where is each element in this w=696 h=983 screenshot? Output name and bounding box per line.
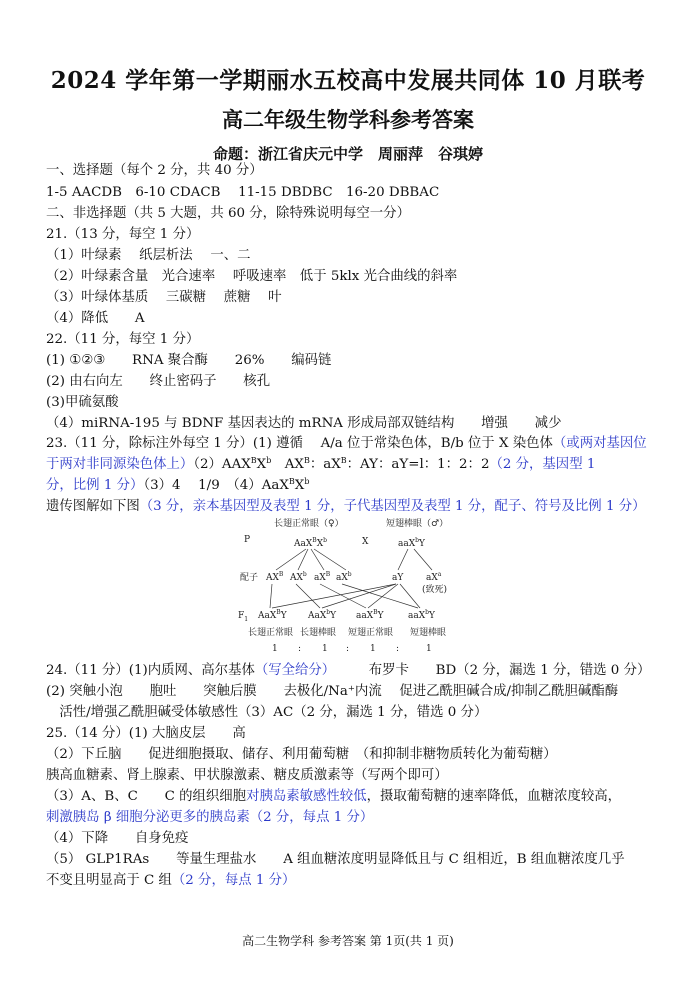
ratio-4: 1 bbox=[426, 644, 432, 654]
gamete-4: $aX^b$ bbox=[336, 571, 352, 583]
q23-line2: 于两对非同源染色体上）$(2)AAX^BX^b$ $AX^B$：$aX^B$：AY：aY=l：1：2：2（2 分，基因型 1 bbox=[46, 456, 596, 472]
offspring-2: AaX$^b$Y bbox=[308, 609, 337, 621]
q25-line3: 胰高血糖素、肾上腺素、甲状腺激素、糖皮质激素等（写两个即可） bbox=[46, 768, 448, 783]
q21-line3: （3）叶绿体基质 三碳糖 蔗糖 叶 bbox=[46, 290, 282, 305]
male-genotype: aaX$^b$Y bbox=[398, 537, 425, 549]
female-genotype: $AaX^BX^b$ bbox=[294, 537, 327, 549]
q22-line1: (1) ①②③ RNA 聚合酶 26% 编码链 bbox=[46, 353, 332, 368]
q25-line6: （4）下降 自身免疫 bbox=[46, 831, 189, 846]
choice-answers: 1-5 AACDB 6-10 CDACB 11-15 DBDBC 16-20 DBBAC bbox=[46, 185, 440, 200]
ratio-3: 1 bbox=[370, 644, 376, 654]
q24-line2: (2) 突触小泡 胞吐 突触后膜 去极化/Na⁺内流 促进乙酰胆碱合成/抑制乙酰胆碱酯酶 bbox=[46, 684, 619, 699]
lethal-note: (致死) bbox=[422, 585, 448, 595]
exam-title: 2024 学年第一学期丽水五校高中发展共同体 10 月联考 bbox=[50, 67, 646, 94]
cross-symbol: X bbox=[362, 537, 369, 547]
phenotype-1: 长翅正常眼 bbox=[248, 628, 294, 638]
section2-heading: 二、非选择题（共 5 大题，共 60 分，除特殊说明每空一分） bbox=[46, 206, 410, 221]
ratio-sep-2: : bbox=[346, 644, 350, 654]
q24-line1: 24.（11 分）(1)内质网、高尔基体（写全给分） 布罗卡 BD（2 分，漏选 1 分，错选 0 分） bbox=[46, 663, 651, 678]
phenotype-4: 短翅棒眼 bbox=[410, 628, 447, 638]
offspring-3: aaX$^B$Y bbox=[356, 609, 384, 621]
gamete-5: aY bbox=[392, 573, 404, 583]
ratio-1: 1 bbox=[272, 644, 278, 654]
q23-line3: 分，比例 1 分）（3）4 1/9 $(4)AaX^BX^b$ bbox=[46, 477, 310, 493]
q22-heading: 22.（11 分，每空 1 分） bbox=[46, 332, 200, 347]
q23-line1: 23.（11 分，除标注外每空 1 分）(1) 遵循 A/a 位于常染色体，B/b 位于 X 染色体（或两对基因位 bbox=[46, 436, 647, 451]
phenotype-2: 长翅棒眼 bbox=[300, 628, 337, 638]
gamete-1: $AX^B$ bbox=[266, 571, 284, 583]
q25-line4: （3）A、B、C C 的组织细胞对胰岛素敏感性较低，摄取葡萄糖的速率降低，血糖浓度较高， bbox=[46, 789, 622, 804]
q25-line5: 刺激胰岛 β 细胞分泌更多的胰岛素（2 分，每点 1 分） bbox=[46, 810, 374, 825]
offspring-4: aaX$^b$Y bbox=[408, 609, 435, 621]
female-phenotype: 长翅正常眼（♀） bbox=[274, 519, 344, 529]
ratio-sep-1: : bbox=[298, 644, 302, 654]
q21-heading: 21.（13 分，每空 1 分） bbox=[46, 227, 200, 242]
phenotype-3: 短翅正常眼 bbox=[348, 628, 394, 638]
gamete-6: $aX^a$ bbox=[426, 571, 442, 583]
q21-line1: （1）叶绿素 纸层析法 一、二 bbox=[46, 248, 251, 263]
q25-line1: 25.（14 分）(1) 大脑皮层 高 bbox=[46, 726, 246, 741]
p-label: P bbox=[244, 535, 251, 545]
q21-line4: （4）降低 A bbox=[46, 311, 145, 326]
page-footer: 高二生物学科 参考答案 第 1页(共 1 页) bbox=[242, 934, 454, 948]
offspring-1: AaX$^B$Y bbox=[258, 609, 287, 621]
doc-subtitle: 高二年级生物学科参考答案 bbox=[222, 107, 474, 132]
gamete-2: $AX^b$ bbox=[290, 571, 307, 583]
f1-label: $F_1$ bbox=[238, 611, 249, 623]
gamete-3: $aX^B$ bbox=[314, 571, 331, 583]
fertilization-lines bbox=[270, 584, 420, 608]
q24-line3: 活性/增强乙酰胆碱受体敏感性（3）AC（2 分，漏选 1 分，错选 0 分） bbox=[46, 705, 488, 720]
q23-line4: 遗传图解如下图（3 分，亲本基因型及表型 1 分，子代基因型及表型 1 分，配子、符号及比例 1 分） bbox=[46, 499, 646, 514]
q25-line2: （2）下丘脑 促进细胞摄取、储存、利用葡萄糖 （和抑制非糖物质转化为葡萄糖） bbox=[46, 747, 557, 762]
q25-line7: （5） GLP1RAs 等量生理盐水 A 组血糖浓度明显降低且与 C 组相近，B 组血糖浓度几乎 bbox=[46, 852, 625, 867]
genetic-cross-diagram bbox=[236, 514, 466, 654]
q22-line4: （4）miRNA-195 与 BDNF 基因表达的 mRNA 形成局部双链结构 增强 减少 bbox=[46, 416, 562, 431]
ratio-2: 1 bbox=[322, 644, 328, 654]
ratio-sep-3: : bbox=[396, 644, 400, 654]
male-phenotype: 短翅棒眼（♂） bbox=[386, 519, 449, 529]
gamete-label: 配子 bbox=[240, 573, 259, 583]
section1-heading: 一、选择题（每个 2 分，共 40 分） bbox=[46, 163, 263, 178]
authors-line: 命题：浙江省庆元中学 周丽萍 谷琪婷 bbox=[212, 145, 483, 163]
meiosis-lines bbox=[276, 549, 432, 570]
q25-line8: 不变且明显高于 C 组（2 分，每点 1 分） bbox=[46, 873, 296, 888]
q22-line2: (2) 由右向左 终止密码子 核孔 bbox=[46, 374, 271, 389]
q21-line2: （2）叶绿素含量 光合速率 呼吸速率 低于 5klx 光合曲线的斜率 bbox=[46, 269, 458, 284]
q22-line3: (3)甲硫氨酸 bbox=[46, 395, 119, 410]
